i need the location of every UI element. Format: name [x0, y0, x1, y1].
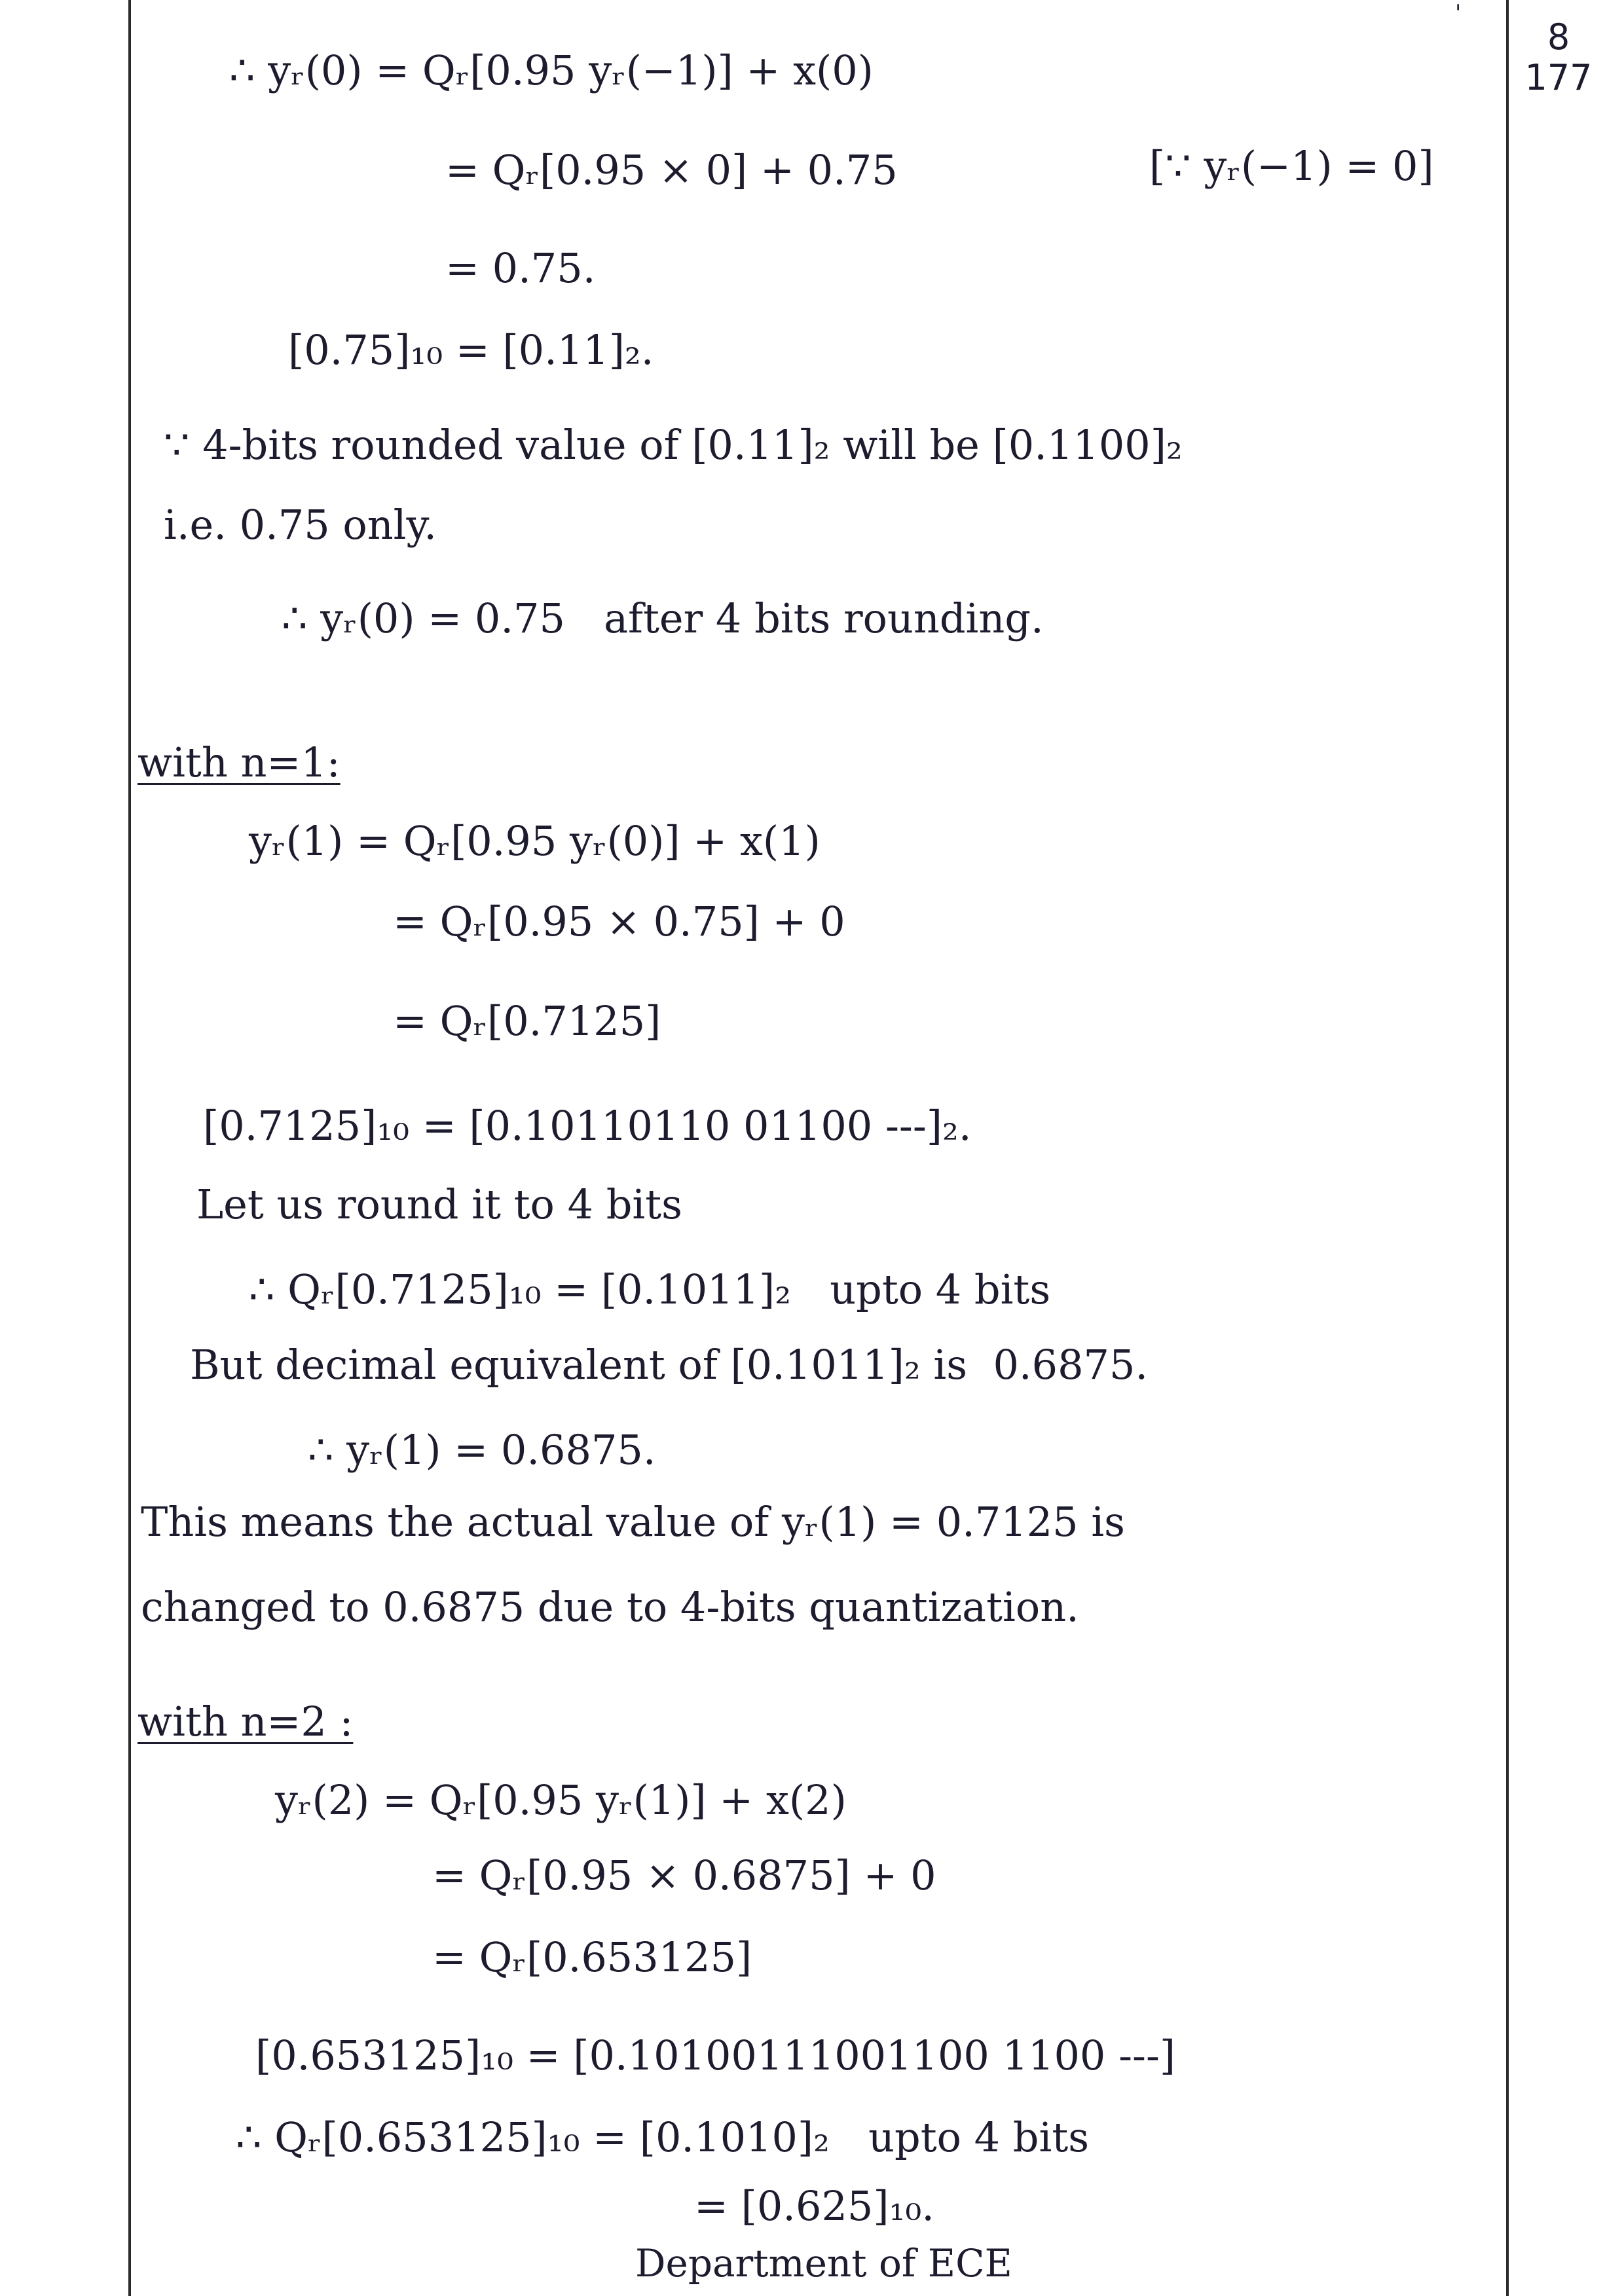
page-number-top: 8 [1547, 16, 1570, 58]
text-line: Let us round it to 4 bits [196, 1180, 682, 1228]
section-heading-n2-text: with n=2 : [138, 1698, 354, 1745]
equation-line: = Qᵣ[0.7125] [393, 997, 661, 1045]
text-line: ∴ yᵣ(0) = 0.75 after 4 bits rounding. [282, 594, 1044, 642]
equation-line: [0.653125]₁₀ = [0.10100111001100 1100 ---] [255, 2032, 1176, 2079]
equation-line: [0.75]₁₀ = [0.11]₂. [288, 326, 654, 374]
section-heading-n1-text: with n=1: [138, 738, 341, 786]
page-number [1519, 17, 1598, 98]
text-line: changed to 0.6875 due to 4-bits quantization. [141, 1583, 1079, 1631]
text-line: This means the actual value of yᵣ(1) = 0.7125 is [141, 1498, 1125, 1546]
equation-line: ∴ Qᵣ[0.7125]₁₀ = [0.1011]₂ upto 4 bits [249, 1266, 1051, 1313]
section-heading-n1 [138, 737, 341, 789]
text-line: ∵ 4-bits rounded value of [0.11]₂ will be [0.1100]₂ [164, 421, 1183, 469]
equation-line: = [0.625]₁₀. [694, 2182, 934, 2230]
equation-line: ∴ Qᵣ[0.653125]₁₀ = [0.1010]₂ upto 4 bits [236, 2113, 1090, 2161]
equation-line: ∴ yᵣ(0) = Qᵣ[0.95 yᵣ(−1)] + x(0) [229, 46, 874, 94]
equation-line: [0.7125]₁₀ = [0.10110110 01100 ---]₂. [203, 1102, 972, 1150]
equation-line: = Qᵣ[0.653125] [432, 1933, 752, 1981]
equation-line: yᵣ(2) = Qᵣ[0.95 yᵣ(1)] + x(2) [275, 1776, 847, 1824]
page-number-bottom: 177 [1524, 57, 1593, 98]
section-heading-n2 [138, 1696, 353, 1748]
equation-line: yᵣ(1) = Qᵣ[0.95 yᵣ(0)] + x(1) [249, 817, 821, 865]
text-line: But decimal equivalent of [0.1011]₂ is 0.6875. [190, 1341, 1149, 1389]
equation-line: = Qᵣ[0.95 × 0] + 0.75 [445, 146, 898, 194]
corner-mark: ' [1455, 0, 1462, 26]
equation-line: = Qᵣ[0.95 × 0.6875] + 0 [432, 1851, 936, 1899]
page-footer: Department of ECE [635, 2241, 1012, 2286]
equation-line: ∴ yᵣ(1) = 0.6875. [308, 1426, 656, 1474]
side-note: [∵ yᵣ(−1) = 0] [1149, 142, 1434, 190]
equation-line: = Qᵣ[0.95 × 0.75] + 0 [393, 898, 845, 945]
equation-line: = 0.75. [445, 244, 596, 292]
right-margin-line [1506, 0, 1509, 2296]
text-line: i.e. 0.75 only. [164, 501, 437, 549]
left-margin-line [128, 0, 131, 2296]
